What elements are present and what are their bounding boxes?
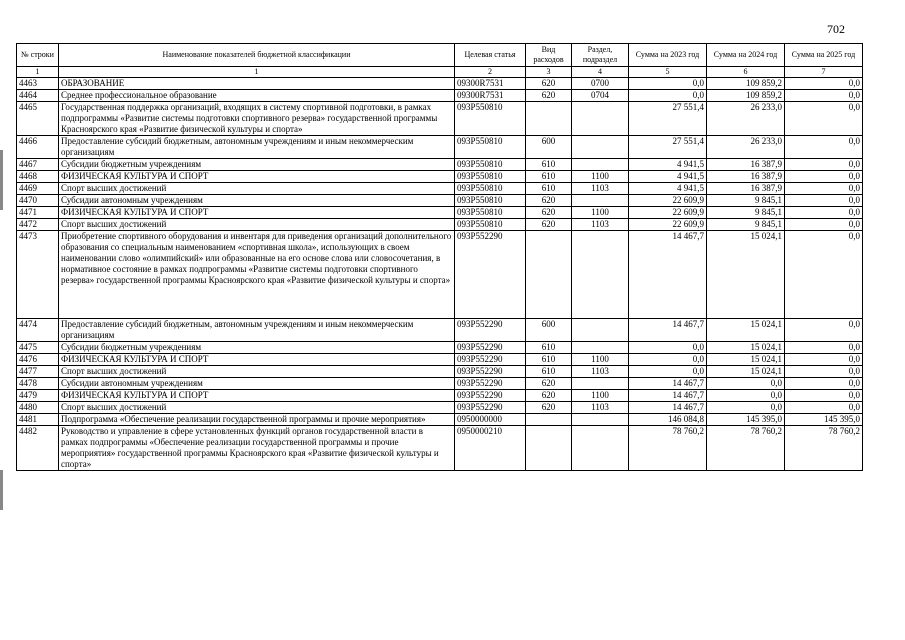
row-section <box>572 195 629 207</box>
row-target-article: 093P550810 <box>455 219 526 231</box>
row-amount-2024: 0,0 <box>707 402 785 414</box>
row-amount-2025: 0,0 <box>785 342 863 354</box>
table-row <box>17 342 863 354</box>
row-amount-2023: 78 760,2 <box>629 426 707 471</box>
row-expense-type <box>526 231 572 319</box>
row-target-article: 093P552290 <box>455 342 526 354</box>
table-row <box>17 171 863 183</box>
row-section <box>572 414 629 426</box>
row-section: 1100 <box>572 390 629 402</box>
row-amount-2025: 0,0 <box>785 366 863 378</box>
row-section: 1103 <box>572 219 629 231</box>
table-row <box>17 402 863 414</box>
row-amount-2025: 78 760,2 <box>785 426 863 471</box>
page-number: 702 <box>827 22 845 36</box>
row-name: Приобретение спортивного оборудования и инвентаря для приведения организаций дополнительного образования со специальным наименованием «спортивная школа», использующих в своем наименовании слово «олимпийский» или образованные на его основе слова или словосочетания, в нормативное состояние в рамках подпрограммы «Развитие системы подготовки спортивного резерва» государственной программы Красноярского края «Развитие физической культуры и спорта» <box>59 231 455 319</box>
row-number: 4471 <box>17 207 59 219</box>
row-name: Субсидии бюджетным учреждениям <box>59 342 455 354</box>
row-section: 1100 <box>572 354 629 366</box>
row-amount-2025: 145 395,0 <box>785 414 863 426</box>
row-target-article: 093P550810 <box>455 102 526 136</box>
row-amount-2024: 15 024,1 <box>707 354 785 366</box>
row-expense-type: 610 <box>526 366 572 378</box>
row-number: 4467 <box>17 159 59 171</box>
table-row <box>17 207 863 219</box>
column-number-row <box>17 67 863 78</box>
row-number: 4477 <box>17 366 59 378</box>
header-expense-type: Вид расходов <box>526 44 572 67</box>
column-number: 7 <box>785 67 863 78</box>
table-row <box>17 354 863 366</box>
row-expense-type: 610 <box>526 183 572 195</box>
row-section <box>572 378 629 390</box>
row-number: 4465 <box>17 102 59 136</box>
table-row <box>17 78 863 90</box>
row-target-article: 093P550810 <box>455 183 526 195</box>
row-number: 4463 <box>17 78 59 90</box>
row-number: 4472 <box>17 219 59 231</box>
row-number: 4470 <box>17 195 59 207</box>
row-expense-type: 610 <box>526 342 572 354</box>
row-name: Спорт высших достижений <box>59 183 455 195</box>
row-amount-2024: 16 387,9 <box>707 159 785 171</box>
row-name: Государственная поддержка организаций, входящих в систему спортивной подготовки, в рамках подпрограммы «Развитие системы подготовки спортивного резерва» государственной программы Красноярского края «Развитие физической культуры и спорта» <box>59 102 455 136</box>
row-amount-2023: 4 941,5 <box>629 159 707 171</box>
row-amount-2023: 22 609,9 <box>629 195 707 207</box>
row-section <box>572 342 629 354</box>
table-row <box>17 183 863 195</box>
row-number: 4482 <box>17 426 59 471</box>
row-name: Спорт высших достижений <box>59 219 455 231</box>
row-number: 4473 <box>17 231 59 319</box>
row-section: 1103 <box>572 366 629 378</box>
table-row <box>17 102 863 136</box>
row-amount-2023: 0,0 <box>629 78 707 90</box>
row-amount-2023: 14 467,7 <box>629 390 707 402</box>
row-name: ФИЗИЧЕСКАЯ КУЛЬТУРА И СПОРТ <box>59 207 455 219</box>
row-amount-2023: 27 551,4 <box>629 136 707 159</box>
table-row <box>17 136 863 159</box>
row-amount-2025: 0,0 <box>785 136 863 159</box>
row-amount-2023: 0,0 <box>629 90 707 102</box>
table-body <box>17 78 863 471</box>
row-expense-type: 620 <box>526 390 572 402</box>
row-number: 4476 <box>17 354 59 366</box>
row-number: 4480 <box>17 402 59 414</box>
left-margin-mark <box>0 150 3 210</box>
column-number: 1 <box>59 67 455 78</box>
row-name: Предоставление субсидий бюджетным, автономным учреждениям и иным некоммерческим организациям <box>59 136 455 159</box>
row-amount-2025: 0,0 <box>785 183 863 195</box>
row-target-article: 093P550810 <box>455 207 526 219</box>
row-amount-2025: 0,0 <box>785 390 863 402</box>
row-section: 1100 <box>572 171 629 183</box>
row-amount-2023: 0,0 <box>629 342 707 354</box>
column-number: 1 <box>17 67 59 78</box>
row-expense-type: 620 <box>526 90 572 102</box>
row-amount-2025: 0,0 <box>785 378 863 390</box>
row-expense-type: 620 <box>526 195 572 207</box>
row-amount-2023: 14 467,7 <box>629 231 707 319</box>
row-expense-type: 610 <box>526 159 572 171</box>
row-target-article: 093P552290 <box>455 402 526 414</box>
row-section <box>572 319 629 342</box>
row-amount-2025: 0,0 <box>785 219 863 231</box>
row-target-article: 093P552290 <box>455 231 526 319</box>
row-section: 0700 <box>572 78 629 90</box>
row-section <box>572 231 629 319</box>
row-name: ОБРАЗОВАНИЕ <box>59 78 455 90</box>
row-target-article: 09300R7531 <box>455 78 526 90</box>
row-amount-2024: 15 024,1 <box>707 366 785 378</box>
row-amount-2024: 145 395,0 <box>707 414 785 426</box>
column-number: 5 <box>629 67 707 78</box>
row-expense-type: 620 <box>526 78 572 90</box>
row-amount-2024: 16 387,9 <box>707 171 785 183</box>
row-target-article: 0950000000 <box>455 414 526 426</box>
row-number: 4468 <box>17 171 59 183</box>
row-amount-2023: 146 084,8 <box>629 414 707 426</box>
table-row <box>17 426 863 471</box>
column-number: 4 <box>572 67 629 78</box>
row-target-article: 093P550810 <box>455 136 526 159</box>
row-amount-2024: 15 024,1 <box>707 319 785 342</box>
column-number: 2 <box>455 67 526 78</box>
budget-table <box>16 43 863 471</box>
row-number: 4479 <box>17 390 59 402</box>
row-number: 4478 <box>17 378 59 390</box>
left-margin-mark <box>0 470 3 510</box>
row-name: Субсидии автономным учреждениям <box>59 378 455 390</box>
row-amount-2025: 0,0 <box>785 102 863 136</box>
row-section <box>572 136 629 159</box>
table-row <box>17 219 863 231</box>
row-expense-type: 610 <box>526 354 572 366</box>
column-number: 3 <box>526 67 572 78</box>
row-expense-type: 610 <box>526 171 572 183</box>
row-expense-type: 620 <box>526 378 572 390</box>
row-name: Субсидии автономным учреждениям <box>59 195 455 207</box>
row-amount-2023: 27 551,4 <box>629 102 707 136</box>
table-row <box>17 414 863 426</box>
row-amount-2025: 0,0 <box>785 207 863 219</box>
row-target-article: 093P552290 <box>455 354 526 366</box>
row-amount-2023: 22 609,9 <box>629 207 707 219</box>
row-amount-2024: 26 233,0 <box>707 102 785 136</box>
column-number: 6 <box>707 67 785 78</box>
header-amount-2025: Сумма на 2025 год <box>785 44 863 67</box>
row-target-article: 093P552290 <box>455 366 526 378</box>
row-amount-2025: 0,0 <box>785 354 863 366</box>
row-amount-2023: 14 467,7 <box>629 319 707 342</box>
row-amount-2023: 14 467,7 <box>629 402 707 414</box>
row-number: 4469 <box>17 183 59 195</box>
row-name: ФИЗИЧЕСКАЯ КУЛЬТУРА И СПОРТ <box>59 171 455 183</box>
row-name: ФИЗИЧЕСКАЯ КУЛЬТУРА И СПОРТ <box>59 390 455 402</box>
row-amount-2023: 22 609,9 <box>629 219 707 231</box>
row-amount-2025: 0,0 <box>785 319 863 342</box>
row-amount-2025: 0,0 <box>785 78 863 90</box>
row-section: 1103 <box>572 402 629 414</box>
row-expense-type: 600 <box>526 136 572 159</box>
row-expense-type <box>526 414 572 426</box>
row-name: Спорт высших достижений <box>59 402 455 414</box>
row-expense-type: 620 <box>526 207 572 219</box>
row-expense-type: 620 <box>526 219 572 231</box>
table-row <box>17 90 863 102</box>
row-target-article: 093P552290 <box>455 390 526 402</box>
row-amount-2024: 26 233,0 <box>707 136 785 159</box>
row-amount-2024: 15 024,1 <box>707 231 785 319</box>
row-amount-2024: 9 845,1 <box>707 195 785 207</box>
row-section: 0704 <box>572 90 629 102</box>
table-row <box>17 195 863 207</box>
row-amount-2025: 0,0 <box>785 402 863 414</box>
header-row-number: № строки <box>17 44 59 67</box>
row-number: 4466 <box>17 136 59 159</box>
row-amount-2025: 0,0 <box>785 159 863 171</box>
row-amount-2024: 9 845,1 <box>707 207 785 219</box>
row-expense-type <box>526 102 572 136</box>
row-section: 1103 <box>572 183 629 195</box>
row-number: 4481 <box>17 414 59 426</box>
table-row <box>17 366 863 378</box>
table-row <box>17 378 863 390</box>
row-amount-2024: 9 845,1 <box>707 219 785 231</box>
row-amount-2024: 109 859,2 <box>707 90 785 102</box>
row-name: Спорт высших достижений <box>59 366 455 378</box>
row-amount-2023: 0,0 <box>629 366 707 378</box>
header-amount-2024: Сумма на 2024 год <box>707 44 785 67</box>
row-name: Руководство и управление в сфере установленных функций органов государственной власти в рамках подпрограммы «Обеспечение реализации государственной программы и прочие мероприятия» государственной программы Красноярского края «Развитие физической культуры и спорта» <box>59 426 455 471</box>
row-amount-2023: 14 467,7 <box>629 378 707 390</box>
table-row <box>17 390 863 402</box>
header-section: Раздел, подраздел <box>572 44 629 67</box>
row-amount-2024: 16 387,9 <box>707 183 785 195</box>
row-name: ФИЗИЧЕСКАЯ КУЛЬТУРА И СПОРТ <box>59 354 455 366</box>
table-row <box>17 231 863 319</box>
row-amount-2024: 0,0 <box>707 378 785 390</box>
header-amount-2023: Сумма на 2023 год <box>629 44 707 67</box>
row-name: Субсидии бюджетным учреждениям <box>59 159 455 171</box>
row-name: Подпрограмма «Обеспечение реализации государственной программы и прочие мероприятия» <box>59 414 455 426</box>
row-name: Среднее профессиональное образование <box>59 90 455 102</box>
row-amount-2023: 4 941,5 <box>629 183 707 195</box>
row-target-article: 093P552290 <box>455 378 526 390</box>
header-target-article: Целевая статья <box>455 44 526 67</box>
row-number: 4464 <box>17 90 59 102</box>
row-amount-2025: 0,0 <box>785 195 863 207</box>
row-section <box>572 102 629 136</box>
row-section: 1100 <box>572 207 629 219</box>
row-amount-2025: 0,0 <box>785 231 863 319</box>
row-target-article: 0950000210 <box>455 426 526 471</box>
row-amount-2024: 0,0 <box>707 390 785 402</box>
table-row <box>17 319 863 342</box>
table-header-row <box>17 44 863 67</box>
row-number: 4474 <box>17 319 59 342</box>
row-amount-2025: 0,0 <box>785 90 863 102</box>
row-target-article: 093P550810 <box>455 171 526 183</box>
row-target-article: 093P550810 <box>455 195 526 207</box>
row-amount-2023: 4 941,5 <box>629 171 707 183</box>
row-section <box>572 159 629 171</box>
row-number: 4475 <box>17 342 59 354</box>
row-amount-2025: 0,0 <box>785 171 863 183</box>
row-amount-2024: 78 760,2 <box>707 426 785 471</box>
header-name: Наименование показателей бюджетной классификации <box>59 44 455 67</box>
row-name: Предоставление субсидий бюджетным, автономным учреждениям и иным некоммерческим организациям <box>59 319 455 342</box>
row-amount-2024: 15 024,1 <box>707 342 785 354</box>
row-expense-type: 600 <box>526 319 572 342</box>
row-expense-type <box>526 426 572 471</box>
row-amount-2024: 109 859,2 <box>707 78 785 90</box>
row-amount-2023: 0,0 <box>629 354 707 366</box>
row-target-article: 093P550810 <box>455 159 526 171</box>
row-section <box>572 426 629 471</box>
table-row <box>17 159 863 171</box>
row-target-article: 093P552290 <box>455 319 526 342</box>
row-target-article: 09300R7531 <box>455 90 526 102</box>
row-expense-type: 620 <box>526 402 572 414</box>
